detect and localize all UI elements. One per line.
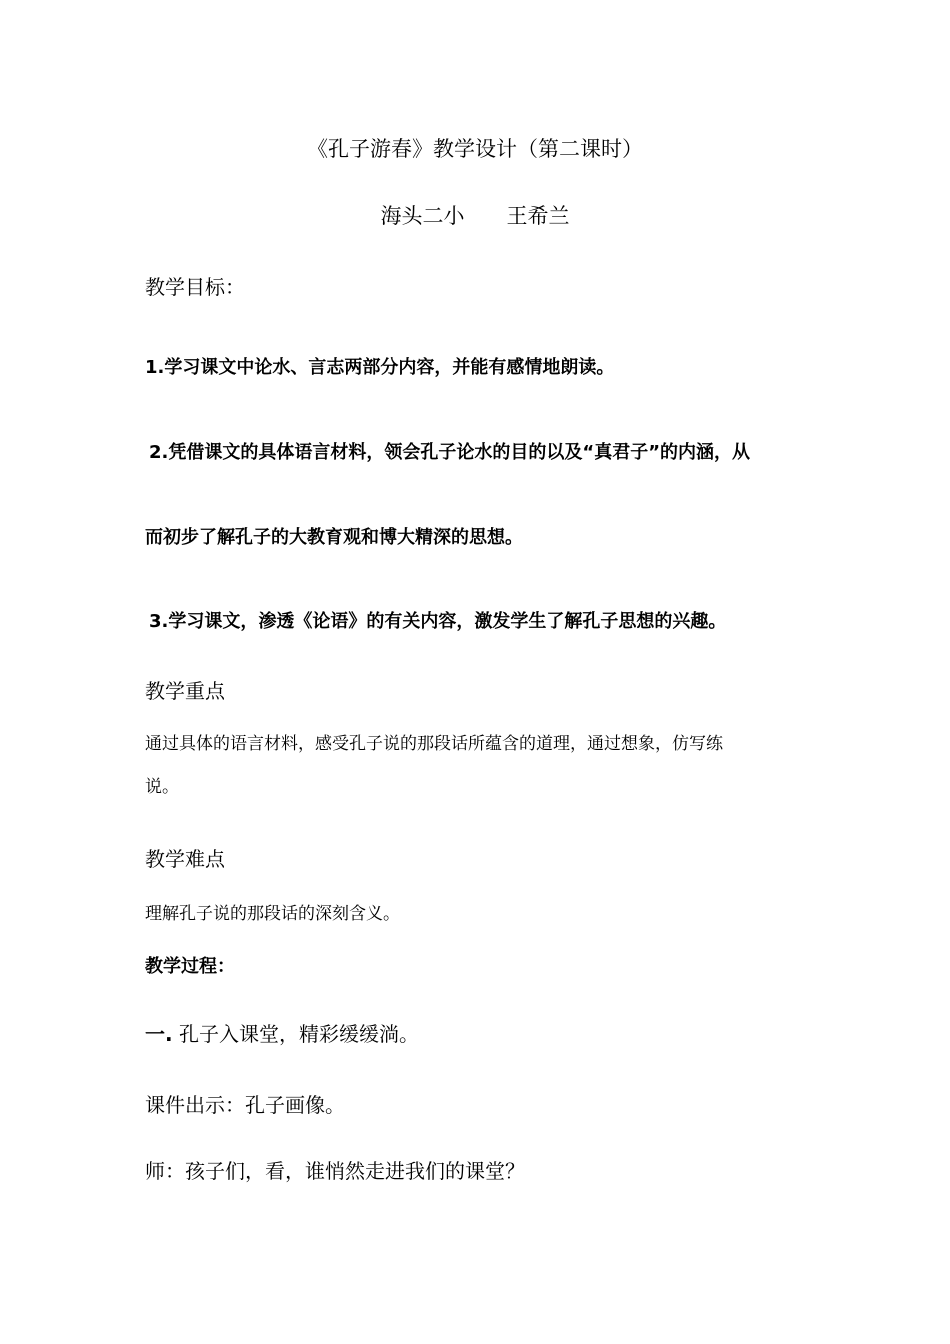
key-points-line-1: 通过具体的语言材料，感受孔子说的那段话所蕴含的道理，通过想象，仿写练 bbox=[145, 734, 723, 754]
difficult-points-text: 理解孔子说的那段话的深刻含义。 bbox=[145, 904, 400, 924]
courseware-line: 课件出示：孔子画像。 bbox=[145, 1093, 345, 1117]
objective-item-2-line-1: 2.凭借课文的具体语言材料，领会孔子论水的目的以及“真君子”的内涵，从 bbox=[149, 442, 751, 463]
document-title: 《孔子游春》教学设计（第二课时） bbox=[307, 137, 643, 161]
objective-item-2-line-2: 而初步了解孔子的大教育观和博大精深的思想。 bbox=[145, 527, 523, 548]
difficult-points-heading: 教学难点 bbox=[145, 847, 225, 871]
process-step-1-number: 一. bbox=[145, 1022, 173, 1046]
key-points-line-2: 说。 bbox=[145, 777, 179, 797]
process-step-1-text: 孔子入课堂，精彩缓缓淌。 bbox=[178, 1022, 419, 1046]
key-points-heading: 教学重点 bbox=[145, 679, 225, 703]
process-heading: 教学过程： bbox=[145, 956, 235, 977]
objectives-heading: 教学目标： bbox=[145, 275, 245, 299]
objective-item-1: 1.学习课文中论水、言志两部分内容，并能有感情地朗读。 bbox=[145, 357, 615, 378]
author-line bbox=[0, 204, 950, 229]
objective-item-3: 3.学习课文，渗透《论语》的有关内容，激发学生了解孔子思想的兴趣。 bbox=[149, 611, 727, 632]
process-step-1 bbox=[145, 1022, 419, 1046]
teacher-line: 师：孩子们，看，谁悄然走进我们的课堂？ bbox=[145, 1159, 525, 1183]
author-school: 海头二小 bbox=[380, 204, 465, 228]
author-name: 王希兰 bbox=[506, 204, 570, 228]
